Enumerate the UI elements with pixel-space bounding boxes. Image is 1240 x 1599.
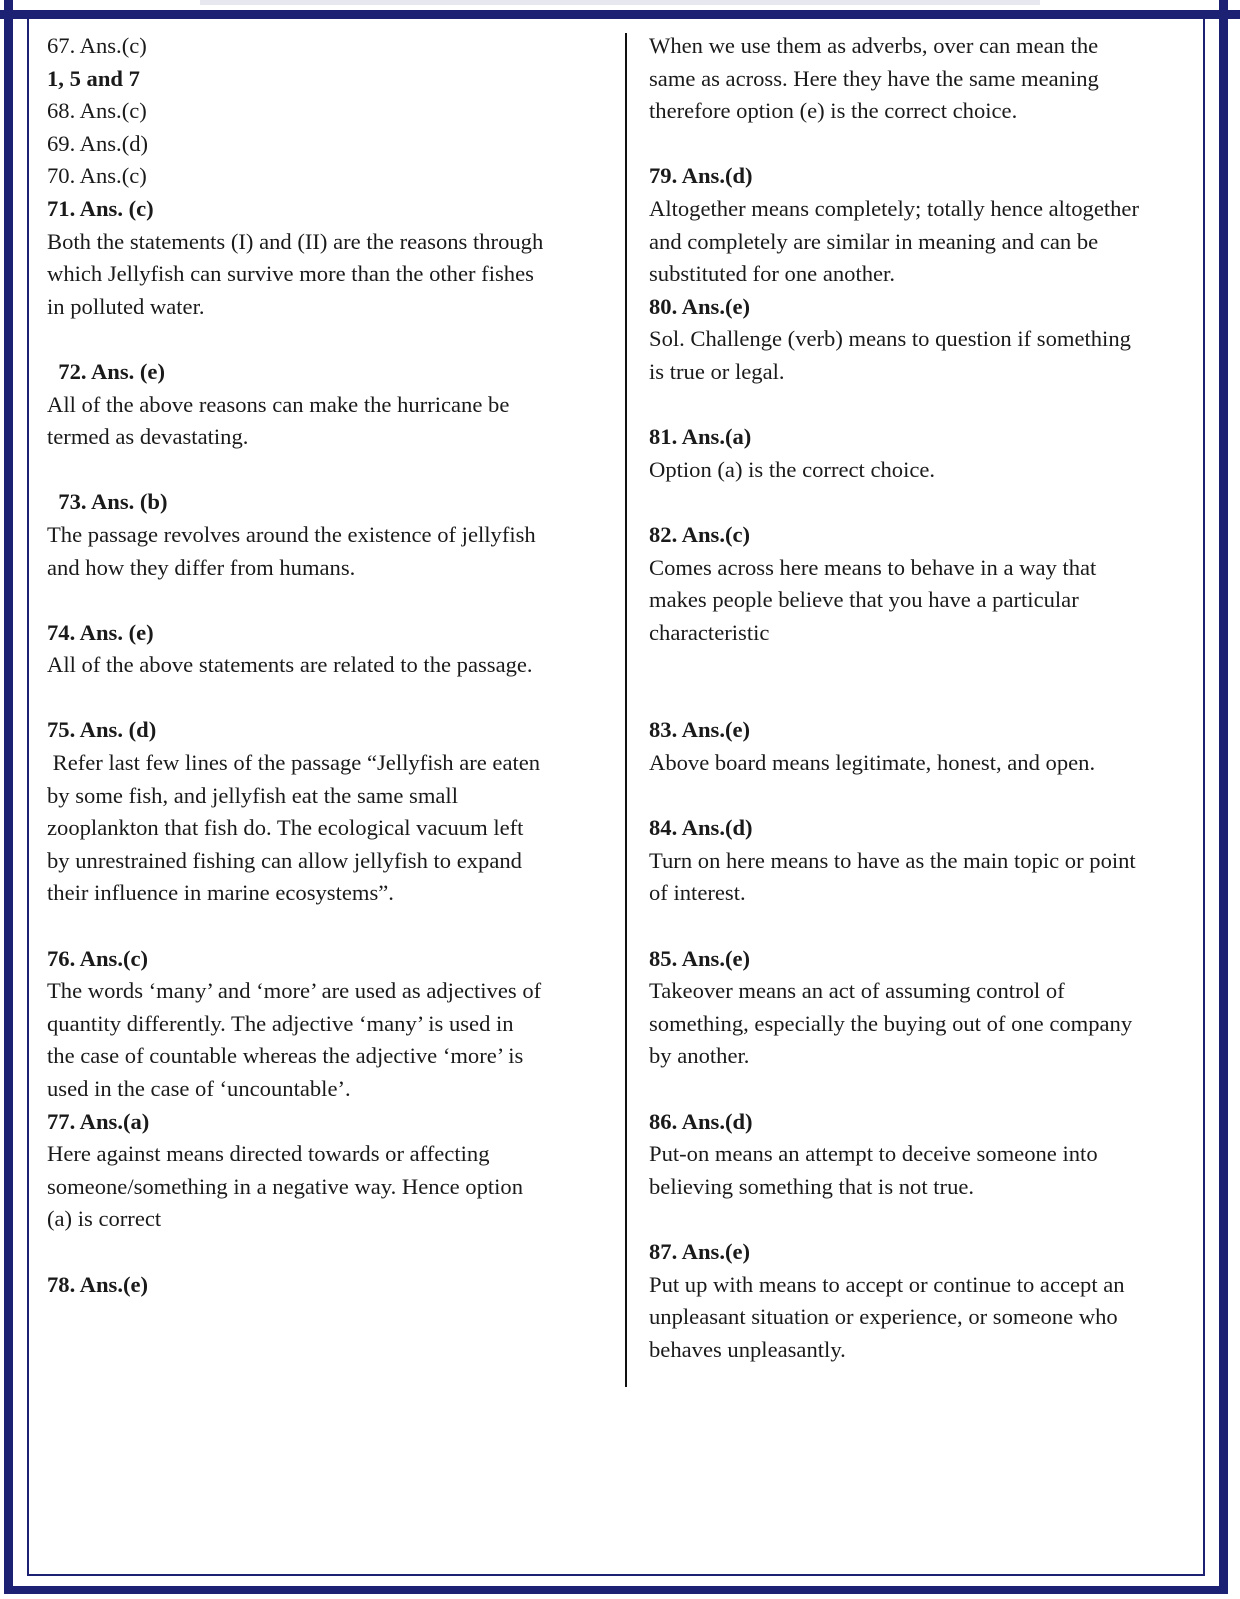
explanation-line: Takeover means an act of assuming control of bbox=[649, 978, 1065, 1004]
explanation-line: and completely are similar in meaning and can be bbox=[649, 228, 1099, 254]
explanation-line: 68. Ans.(c) bbox=[47, 98, 147, 124]
explanation-line: (a) is correct bbox=[47, 1206, 162, 1232]
explanation-line: same as across. Here they have the same meaning bbox=[649, 65, 1099, 91]
explanation-line: Comes across here means to behave in a way that bbox=[649, 554, 1097, 580]
explanation-line: termed as devastating. bbox=[47, 424, 249, 450]
explanation-line: Option (a) is the correct choice. bbox=[649, 456, 936, 482]
explanation-line: behaves unpleasantly. bbox=[649, 1336, 846, 1362]
explanation-line: of interest. bbox=[649, 880, 746, 906]
answer-heading: 73. Ans. (b) bbox=[47, 489, 168, 515]
blank-line bbox=[649, 486, 1209, 519]
explanation-line: in polluted water. bbox=[47, 293, 205, 319]
explanation-line: by another. bbox=[649, 1043, 750, 1069]
answer-heading: 83. Ans.(e) bbox=[649, 717, 751, 743]
answer-heading: 74. Ans. (e) bbox=[47, 619, 154, 645]
explanation-line: Here against means directed towards or affecting bbox=[47, 1141, 490, 1167]
answer-heading: 76. Ans.(c) bbox=[47, 945, 149, 971]
explanation-line: and how they differ from humans. bbox=[47, 554, 356, 580]
explanation-line: All of the above statements are related to the passage. bbox=[47, 652, 533, 678]
explanation-line: 69. Ans.(d) bbox=[47, 130, 149, 156]
answer-heading: 86. Ans.(d) bbox=[649, 1108, 753, 1134]
answer-heading: 72. Ans. (e) bbox=[47, 358, 165, 384]
explanation-line: therefore option (e) is the correct choice. bbox=[649, 98, 1018, 124]
explanation-line: is true or legal. bbox=[649, 358, 785, 384]
explanation-line: the case of countable whereas the adjective ‘more’ is bbox=[47, 1043, 524, 1069]
explanation-line: The words ‘many’ and ‘more’ are used as adjectives of bbox=[47, 978, 542, 1004]
explanation-line: Altogether means completely; totally hence altogether bbox=[649, 195, 1139, 221]
explanation-line: characteristic bbox=[649, 619, 770, 645]
explanation-line: 67. Ans.(c) bbox=[47, 33, 147, 58]
blank-line bbox=[47, 454, 607, 487]
answer-heading: 85. Ans.(e) bbox=[649, 945, 751, 971]
blank-line bbox=[649, 649, 1209, 682]
answer-heading: 82. Ans.(c) bbox=[649, 521, 751, 547]
explanation-line: Turn on here means to have as the main topic or point bbox=[649, 847, 1136, 873]
blank-line bbox=[47, 584, 607, 617]
blank-line bbox=[649, 682, 1209, 715]
explanation-line: their influence in marine ecosystems”. bbox=[47, 880, 394, 906]
blank-line bbox=[649, 1073, 1209, 1106]
explanation-line: Above board means legitimate, honest, and open. bbox=[649, 750, 1096, 776]
blank-line bbox=[649, 128, 1209, 161]
blank-line bbox=[47, 682, 607, 715]
explanation-line: Refer last few lines of the passage “Jellyfish are eaten bbox=[47, 750, 541, 776]
left-column bbox=[47, 30, 607, 1301]
explanation-line: quantity differently. The adjective ‘many’ is used in bbox=[47, 1010, 514, 1036]
explanation-line: The passage revolves around the existence of jellyfish bbox=[47, 521, 536, 547]
answer-heading: 84. Ans.(d) bbox=[649, 815, 753, 841]
answer-heading: 80. Ans.(e) bbox=[649, 293, 751, 319]
right-column bbox=[649, 30, 1209, 1366]
explanation-line: 70. Ans.(c) bbox=[47, 163, 147, 189]
explanation-line: unpleasant situation or experience, or someone who bbox=[649, 1304, 1118, 1330]
explanation-line: When we use them as adverbs, over can mean the bbox=[649, 33, 1099, 58]
column-divider bbox=[625, 33, 627, 1387]
answer-heading: 78. Ans.(e) bbox=[47, 1271, 149, 1297]
blank-line bbox=[649, 389, 1209, 422]
explanation-line: All of the above reasons can make the hurricane be bbox=[47, 391, 510, 417]
explanation-line: Sol. Challenge (verb) means to question if something bbox=[649, 326, 1131, 352]
answer-heading: 81. Ans.(a) bbox=[649, 424, 752, 450]
explanation-line: Put up with means to accept or continue to accept an bbox=[649, 1271, 1125, 1297]
explanation-line: used in the case of ‘uncountable’. bbox=[47, 1076, 351, 1101]
answer-heading: 1, 5 and 7 bbox=[47, 65, 140, 91]
explanation-line: something, especially the buying out of one company bbox=[649, 1010, 1133, 1036]
answer-heading: 71. Ans. (c) bbox=[47, 195, 154, 221]
explanation-line: makes people believe that you have a particular bbox=[649, 587, 1079, 613]
explanation-line: Put-on means an attempt to deceive someone into bbox=[649, 1141, 1098, 1167]
blank-line bbox=[47, 323, 607, 356]
explanation-line: zooplankton that fish do. The ecological vacuum left bbox=[47, 815, 524, 841]
answer-heading: 77. Ans.(a) bbox=[47, 1108, 150, 1134]
blank-line bbox=[47, 1236, 607, 1269]
answer-heading: 87. Ans.(e) bbox=[649, 1238, 751, 1264]
answer-heading: 79. Ans.(d) bbox=[649, 163, 753, 189]
answer-heading: 75. Ans. (d) bbox=[47, 717, 157, 743]
explanation-line: by unrestrained fishing can allow jellyfish to expand bbox=[47, 847, 522, 873]
blank-line bbox=[47, 910, 607, 943]
explanation-line: by some fish, and jellyfish eat the same small bbox=[47, 782, 458, 808]
explanation-line: substituted for one another. bbox=[649, 261, 895, 287]
explanation-line: someone/something in a negative way. Hence option bbox=[47, 1173, 524, 1199]
explanation-line: which Jellyfish can survive more than the other fishes bbox=[47, 261, 534, 287]
explanation-line: believing something that is not true. bbox=[649, 1173, 975, 1199]
explanation-line: Both the statements (I) and (II) are the reasons through bbox=[47, 228, 544, 254]
blank-line bbox=[649, 780, 1209, 813]
blank-line bbox=[649, 1203, 1209, 1236]
blank-line bbox=[649, 910, 1209, 943]
